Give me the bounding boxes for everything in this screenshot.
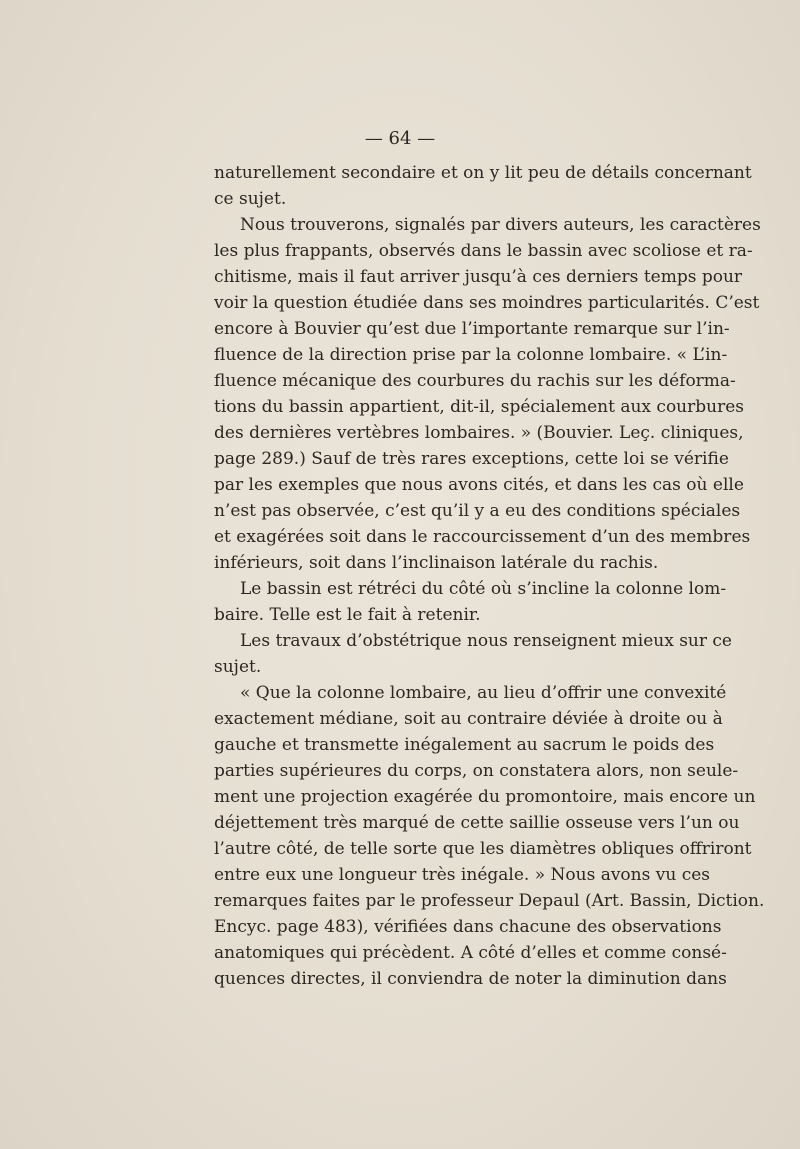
- text-line: entre eux une longueur très inégale. » Nous avons vu ces: [214, 865, 711, 885]
- text-line: Nous trouverons, signalés par divers auteurs, les caractères: [240, 215, 761, 235]
- text-line: inférieurs, soit dans l’inclinaison latérale du rachis.: [214, 553, 659, 573]
- text-line: sujet.: [214, 657, 262, 677]
- text-line: gauche et transmette inégalement au sacrum le poids des: [214, 735, 715, 755]
- text-line: ment une projection exagérée du promontoire, mais encore un: [214, 787, 756, 807]
- text-line: des dernières vertèbres lombaires. » (Bouvier. Leç. cliniques,: [214, 423, 744, 443]
- text-line: Encyc. page 483), vérifiées dans chacune des observations: [214, 917, 722, 937]
- text-line: exactement médiane, soit au contraire déviée à droite ou à: [214, 709, 723, 729]
- text-line: fluence mécanique des courbures du rachis sur les déforma-: [214, 371, 736, 391]
- text-line: par les exemples que nous avons cités, et dans les cas où elle: [214, 475, 744, 495]
- text-line: baire. Telle est le fait à retenir.: [214, 605, 481, 625]
- text-line: les plus frappants, observés dans le bassin avec scoliose et ra-: [214, 241, 753, 261]
- text-line: déjettement très marqué de cette saillie osseuse vers l’un ou: [214, 813, 740, 833]
- text-line: tions du bassin appartient, dit-il, spécialement aux courbures: [214, 397, 744, 417]
- text-line: parties supérieures du corps, on constatera alors, non seule-: [214, 761, 739, 781]
- text-line: n’est pas observée, c’est qu’il y a eu des conditions spéciales: [214, 501, 741, 521]
- text-line: Le bassin est rétréci du côté où s’incline la colonne lom-: [240, 579, 727, 599]
- text-line: encore à Bouvier qu’est due l’importante remarque sur l’in-: [214, 319, 730, 339]
- text-line: chitisme, mais il faut arriver jusqu’à ces derniers temps pour: [214, 267, 743, 287]
- text-line: fluence de la direction prise par la colonne lombaire. « L’in-: [214, 345, 728, 365]
- text-line: page 289.) Sauf de très rares exceptions, cette loi se vérifie: [214, 449, 729, 469]
- text-line: l’autre côté, de telle sorte que les diamètres obliques offriront: [214, 839, 752, 859]
- text-line: et exagérées soit dans le raccourcissement d’un des membres: [214, 527, 751, 547]
- text-line: ce sujet.: [214, 189, 287, 209]
- text-line: « Que la colonne lombaire, au lieu d’offrir une convexité: [240, 683, 727, 703]
- text-line: Les travaux d’obstétrique nous renseignent mieux sur ce: [240, 631, 732, 651]
- text-line: quences directes, il conviendra de noter la diminution dans: [214, 969, 727, 989]
- text-line: anatomiques qui précèdent. A côté d’elles et comme consé-: [214, 943, 727, 963]
- body-text: [214, 160, 765, 992]
- page-number: — 64 —: [364, 128, 436, 149]
- text-line: voir la question étudiée dans ses moindres particularités. C’est: [214, 293, 760, 313]
- text-line: naturellement secondaire et on y lit peu de détails concernant: [214, 163, 752, 183]
- text-line: remarques faites par le professeur Depaul (Art. Bassin, Diction.: [214, 891, 765, 911]
